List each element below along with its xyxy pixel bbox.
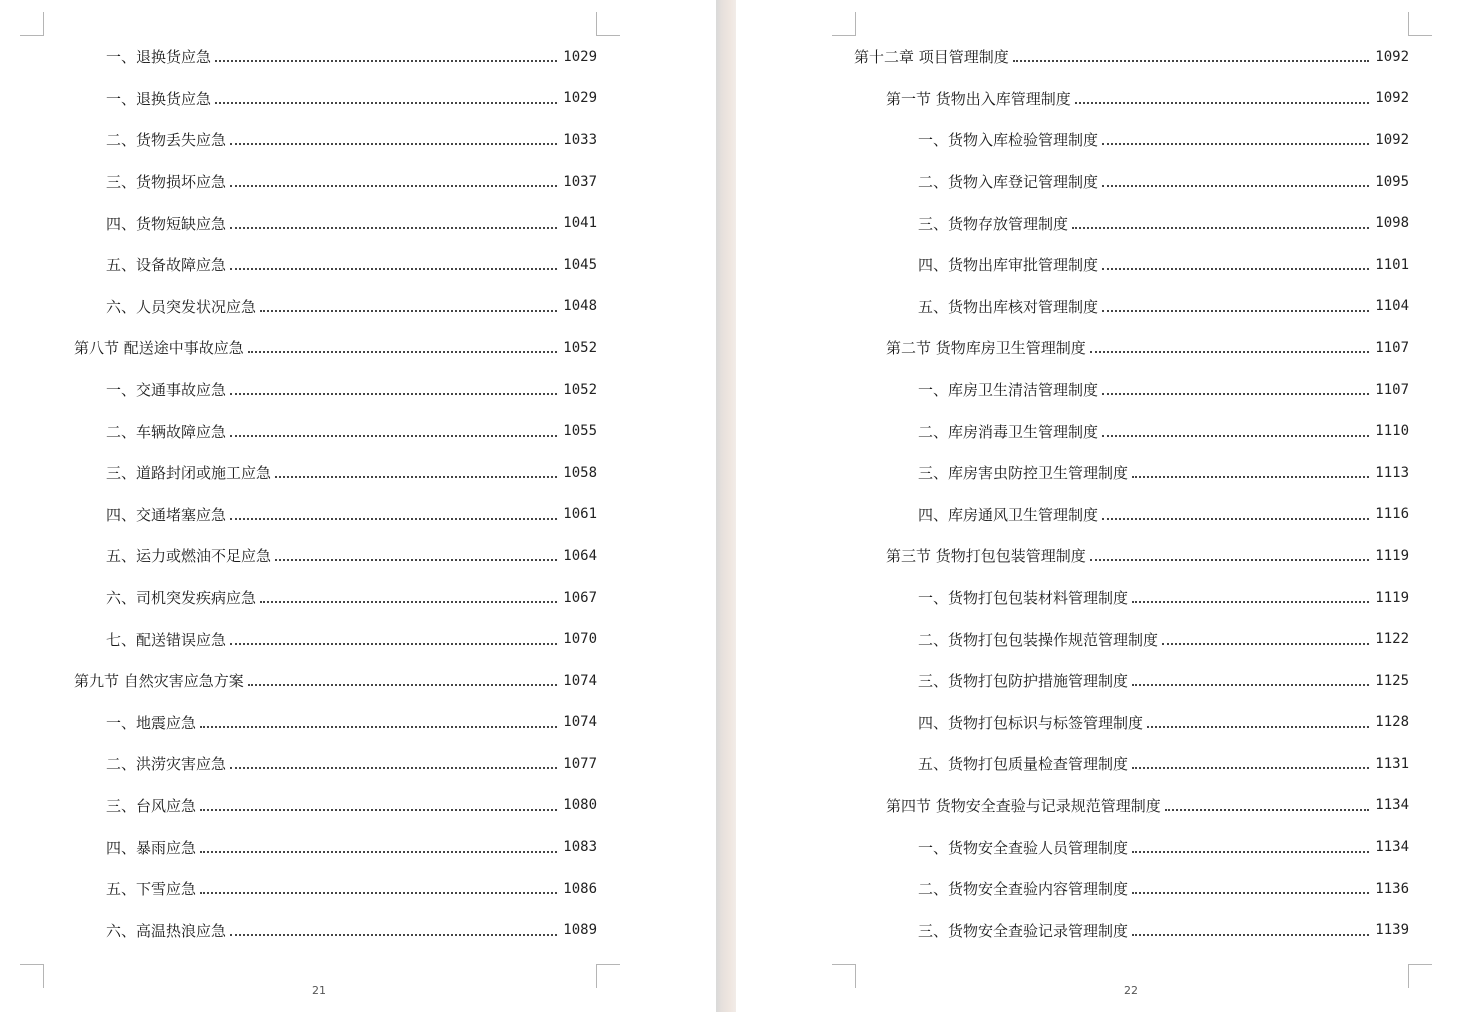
dot-leader	[200, 725, 557, 728]
toc-entry[interactable]	[74, 202, 597, 244]
toc-entry[interactable]	[74, 119, 597, 161]
toc-entry-title: 三、货物存放管理制度	[918, 214, 1069, 233]
toc-entry-page: 1074	[563, 672, 597, 689]
toc-entry[interactable]	[854, 161, 1409, 203]
toc-entry-title: 三、货物打包防护措施管理制度	[918, 672, 1129, 691]
dot-leader	[1162, 642, 1369, 645]
dot-leader	[1102, 309, 1369, 312]
toc-entry[interactable]	[854, 660, 1409, 702]
toc-entry[interactable]	[74, 36, 597, 78]
dot-leader	[1090, 558, 1370, 561]
toc-entry-title: 第十二章 项目管理制度	[854, 48, 1009, 67]
dot-leader	[200, 891, 557, 894]
toc-entry-title: 一、交通事故应急	[106, 381, 227, 400]
toc-entry-title: 一、库房卫生清洁管理制度	[918, 381, 1099, 400]
toc-entry[interactable]	[854, 868, 1409, 910]
toc-entry-title: 二、货物入库登记管理制度	[918, 173, 1099, 192]
toc-entry-title: 一、货物打包包装材料管理制度	[918, 589, 1129, 608]
toc-entry[interactable]	[854, 909, 1409, 951]
toc-entry-page: 1104	[1375, 298, 1409, 315]
dot-leader	[248, 683, 558, 686]
dot-leader	[200, 850, 557, 853]
toc-entry-title: 二、车辆故障应急	[106, 422, 227, 441]
toc-entry[interactable]	[74, 702, 597, 744]
toc-entry-title: 五、下雪应急	[106, 880, 197, 899]
toc-entry-page: 1058	[563, 464, 597, 481]
dot-leader	[260, 309, 557, 312]
document-page-left	[0, 0, 716, 1012]
dot-leader	[1102, 517, 1369, 520]
dot-leader	[215, 59, 557, 62]
toc-entry-page: 1119	[1375, 589, 1409, 606]
toc-entry-title: 第四节 货物安全查验与记录规范管理制度	[886, 796, 1161, 815]
toc-entry[interactable]	[854, 743, 1409, 785]
toc-entry-title: 一、货物安全查验人员管理制度	[918, 838, 1129, 857]
table-of-contents	[74, 36, 597, 951]
toc-entry-title: 五、运力或燃油不足应急	[106, 547, 272, 566]
toc-entry-title: 四、库房通风卫生管理制度	[918, 505, 1099, 524]
dot-leader	[1013, 59, 1370, 62]
toc-entry[interactable]	[74, 577, 597, 619]
toc-entry-page: 1134	[1375, 797, 1409, 814]
toc-entry[interactable]	[854, 785, 1409, 827]
page-number: 21	[312, 984, 326, 997]
toc-entry-title: 三、台风应急	[106, 796, 197, 815]
toc-entry-page: 1101	[1375, 256, 1409, 273]
dot-leader	[1132, 766, 1369, 769]
dot-leader	[1102, 142, 1369, 145]
toc-entry[interactable]	[74, 743, 597, 785]
toc-entry-page: 1119	[1375, 547, 1409, 564]
toc-entry-page: 1136	[1375, 880, 1409, 897]
toc-entry-title: 二、货物打包包装操作规范管理制度	[918, 630, 1159, 649]
toc-entry[interactable]	[854, 577, 1409, 619]
toc-entry[interactable]	[74, 785, 597, 827]
toc-entry-title: 三、库房害虫防控卫生管理制度	[918, 464, 1129, 483]
crop-mark-top-left	[20, 12, 44, 36]
dot-leader	[275, 558, 557, 561]
toc-entry[interactable]	[854, 826, 1409, 868]
toc-entry-title: 一、退换货应急	[106, 48, 212, 67]
toc-entry-title: 五、货物打包质量检查管理制度	[918, 755, 1129, 774]
dot-leader	[230, 642, 557, 645]
crop-mark-top-left	[832, 12, 856, 36]
dot-leader	[1102, 184, 1369, 187]
toc-entry-title: 第一节 货物出入库管理制度	[886, 89, 1071, 108]
toc-entry-title: 二、货物丢失应急	[106, 131, 227, 150]
toc-entry[interactable]	[854, 36, 1409, 78]
toc-entry-page: 1139	[1375, 922, 1409, 939]
dot-leader	[230, 517, 557, 520]
dot-leader	[1147, 725, 1369, 728]
toc-entry[interactable]	[74, 660, 597, 702]
toc-entry-title: 第二节 货物库房卫生管理制度	[886, 339, 1086, 358]
toc-entry-title: 四、货物出库审批管理制度	[918, 256, 1099, 275]
dot-leader	[1090, 350, 1370, 353]
toc-entry-title: 六、人员突发状况应急	[106, 297, 257, 316]
crop-mark-bottom-right	[1408, 964, 1432, 988]
toc-entry[interactable]	[854, 702, 1409, 744]
toc-entry-page: 1098	[1375, 215, 1409, 232]
toc-entry-page: 1095	[1375, 173, 1409, 190]
toc-entry-page: 1074	[563, 714, 597, 731]
dot-leader	[230, 933, 557, 936]
toc-entry-page: 1122	[1375, 631, 1409, 648]
toc-entry-title: 五、设备故障应急	[106, 256, 227, 275]
toc-entry[interactable]	[74, 286, 597, 328]
toc-entry-page: 1113	[1375, 464, 1409, 481]
toc-entry-page: 1037	[563, 173, 597, 190]
toc-entry-page: 1092	[1375, 131, 1409, 148]
crop-mark-bottom-right	[596, 964, 620, 988]
toc-entry-page: 1033	[563, 131, 597, 148]
dot-leader	[230, 226, 557, 229]
crop-mark-top-right	[596, 12, 620, 36]
toc-entry[interactable]	[854, 119, 1409, 161]
toc-entry-title: 三、货物损坏应急	[106, 173, 227, 192]
dot-leader	[215, 101, 557, 104]
toc-entry-title: 四、交通堵塞应急	[106, 505, 227, 524]
toc-entry-title: 三、道路封闭或施工应急	[106, 464, 272, 483]
toc-entry[interactable]	[74, 494, 597, 536]
toc-entry-page: 1083	[563, 839, 597, 856]
toc-entry-page: 1052	[563, 339, 597, 356]
dot-leader	[1132, 850, 1369, 853]
toc-entry-title: 六、高温热浪应急	[106, 921, 227, 940]
toc-entry-page: 1064	[563, 547, 597, 564]
toc-entry[interactable]	[854, 369, 1409, 411]
toc-entry[interactable]	[854, 202, 1409, 244]
toc-entry[interactable]	[74, 535, 597, 577]
dot-leader	[230, 267, 557, 270]
toc-entry[interactable]	[74, 909, 597, 951]
toc-entry-title: 六、司机突发疾病应急	[106, 589, 257, 608]
crop-mark-bottom-left	[832, 964, 856, 988]
page-number: 22	[1124, 984, 1138, 997]
toc-entry-title: 第八节 配送途中事故应急	[74, 339, 244, 358]
toc-entry-page: 1128	[1375, 714, 1409, 731]
toc-entry-page: 1131	[1375, 755, 1409, 772]
toc-entry-title: 一、退换货应急	[106, 89, 212, 108]
toc-entry-title: 第九节 自然灾害应急方案	[74, 672, 244, 691]
toc-entry[interactable]	[74, 618, 597, 660]
dot-leader	[230, 434, 557, 437]
toc-entry[interactable]	[854, 78, 1409, 120]
toc-entry-title: 二、洪涝灾害应急	[106, 755, 227, 774]
page-gutter	[716, 0, 736, 1012]
toc-entry-title: 第三节 货物打包包装管理制度	[886, 547, 1086, 566]
toc-entry-page: 1029	[563, 48, 597, 65]
toc-entry[interactable]	[74, 161, 597, 203]
toc-entry-page: 1092	[1375, 48, 1409, 65]
dot-leader	[248, 350, 558, 353]
dot-leader	[230, 766, 557, 769]
toc-entry-page: 1080	[563, 797, 597, 814]
dot-leader	[1132, 475, 1369, 478]
toc-entry[interactable]	[854, 618, 1409, 660]
toc-entry-title: 一、货物入库检验管理制度	[918, 131, 1099, 150]
dot-leader	[1132, 891, 1369, 894]
dot-leader	[1102, 267, 1369, 270]
dot-leader	[1075, 101, 1370, 104]
dot-leader	[260, 600, 557, 603]
toc-entry[interactable]	[74, 327, 597, 369]
toc-entry-title: 四、货物短缺应急	[106, 214, 227, 233]
toc-entry[interactable]	[854, 327, 1409, 369]
toc-entry-page: 1092	[1375, 90, 1409, 107]
toc-entry-page: 1125	[1375, 672, 1409, 689]
toc-entry-page: 1029	[563, 90, 597, 107]
toc-entry[interactable]	[74, 244, 597, 286]
toc-entry[interactable]	[74, 868, 597, 910]
dot-leader	[1132, 933, 1369, 936]
toc-entry-title: 一、地震应急	[106, 713, 197, 732]
toc-entry[interactable]	[74, 369, 597, 411]
toc-entry[interactable]	[74, 78, 597, 120]
toc-entry-page: 1048	[563, 298, 597, 315]
crop-mark-bottom-left	[20, 964, 44, 988]
dot-leader	[1072, 226, 1369, 229]
toc-entry[interactable]	[854, 452, 1409, 494]
toc-entry-page: 1041	[563, 215, 597, 232]
toc-entry-page: 1116	[1375, 506, 1409, 523]
toc-entry[interactable]	[854, 494, 1409, 536]
toc-entry[interactable]	[854, 410, 1409, 452]
toc-entry-page: 1077	[563, 755, 597, 772]
document-page-right	[736, 0, 1459, 1012]
dot-leader	[275, 475, 557, 478]
toc-entry-page: 1110	[1375, 423, 1409, 440]
toc-entry-page: 1089	[563, 922, 597, 939]
toc-entry-page: 1086	[563, 880, 597, 897]
toc-entry[interactable]	[74, 410, 597, 452]
toc-entry-title: 七、配送错误应急	[106, 630, 227, 649]
toc-entry[interactable]	[854, 286, 1409, 328]
toc-entry-page: 1045	[563, 256, 597, 273]
toc-entry-title: 二、库房消毒卫生管理制度	[918, 422, 1099, 441]
toc-entry-page: 1067	[563, 589, 597, 606]
toc-entry[interactable]	[854, 535, 1409, 577]
toc-entry[interactable]	[74, 826, 597, 868]
toc-entry-title: 三、货物安全查验记录管理制度	[918, 921, 1129, 940]
dot-leader	[1102, 392, 1369, 395]
table-of-contents	[854, 36, 1409, 951]
toc-entry-title: 四、货物打包标识与标签管理制度	[918, 713, 1144, 732]
toc-entry-page: 1052	[563, 381, 597, 398]
dot-leader	[230, 184, 557, 187]
dot-leader	[1132, 600, 1369, 603]
toc-entry[interactable]	[74, 452, 597, 494]
toc-entry[interactable]	[854, 244, 1409, 286]
toc-entry-title: 五、货物出库核对管理制度	[918, 297, 1099, 316]
toc-entry-page: 1134	[1375, 839, 1409, 856]
dot-leader	[230, 392, 557, 395]
dot-leader	[230, 142, 557, 145]
toc-entry-title: 二、货物安全查验内容管理制度	[918, 880, 1129, 899]
toc-entry-page: 1061	[563, 506, 597, 523]
toc-entry-page: 1055	[563, 423, 597, 440]
dot-leader	[1102, 434, 1369, 437]
toc-entry-page: 1107	[1375, 381, 1409, 398]
dot-leader	[1165, 808, 1370, 811]
toc-entry-title: 四、暴雨应急	[106, 838, 197, 857]
crop-mark-top-right	[1408, 12, 1432, 36]
dot-leader	[1132, 683, 1369, 686]
toc-entry-page: 1070	[563, 631, 597, 648]
dot-leader	[200, 808, 557, 811]
toc-entry-page: 1107	[1375, 339, 1409, 356]
